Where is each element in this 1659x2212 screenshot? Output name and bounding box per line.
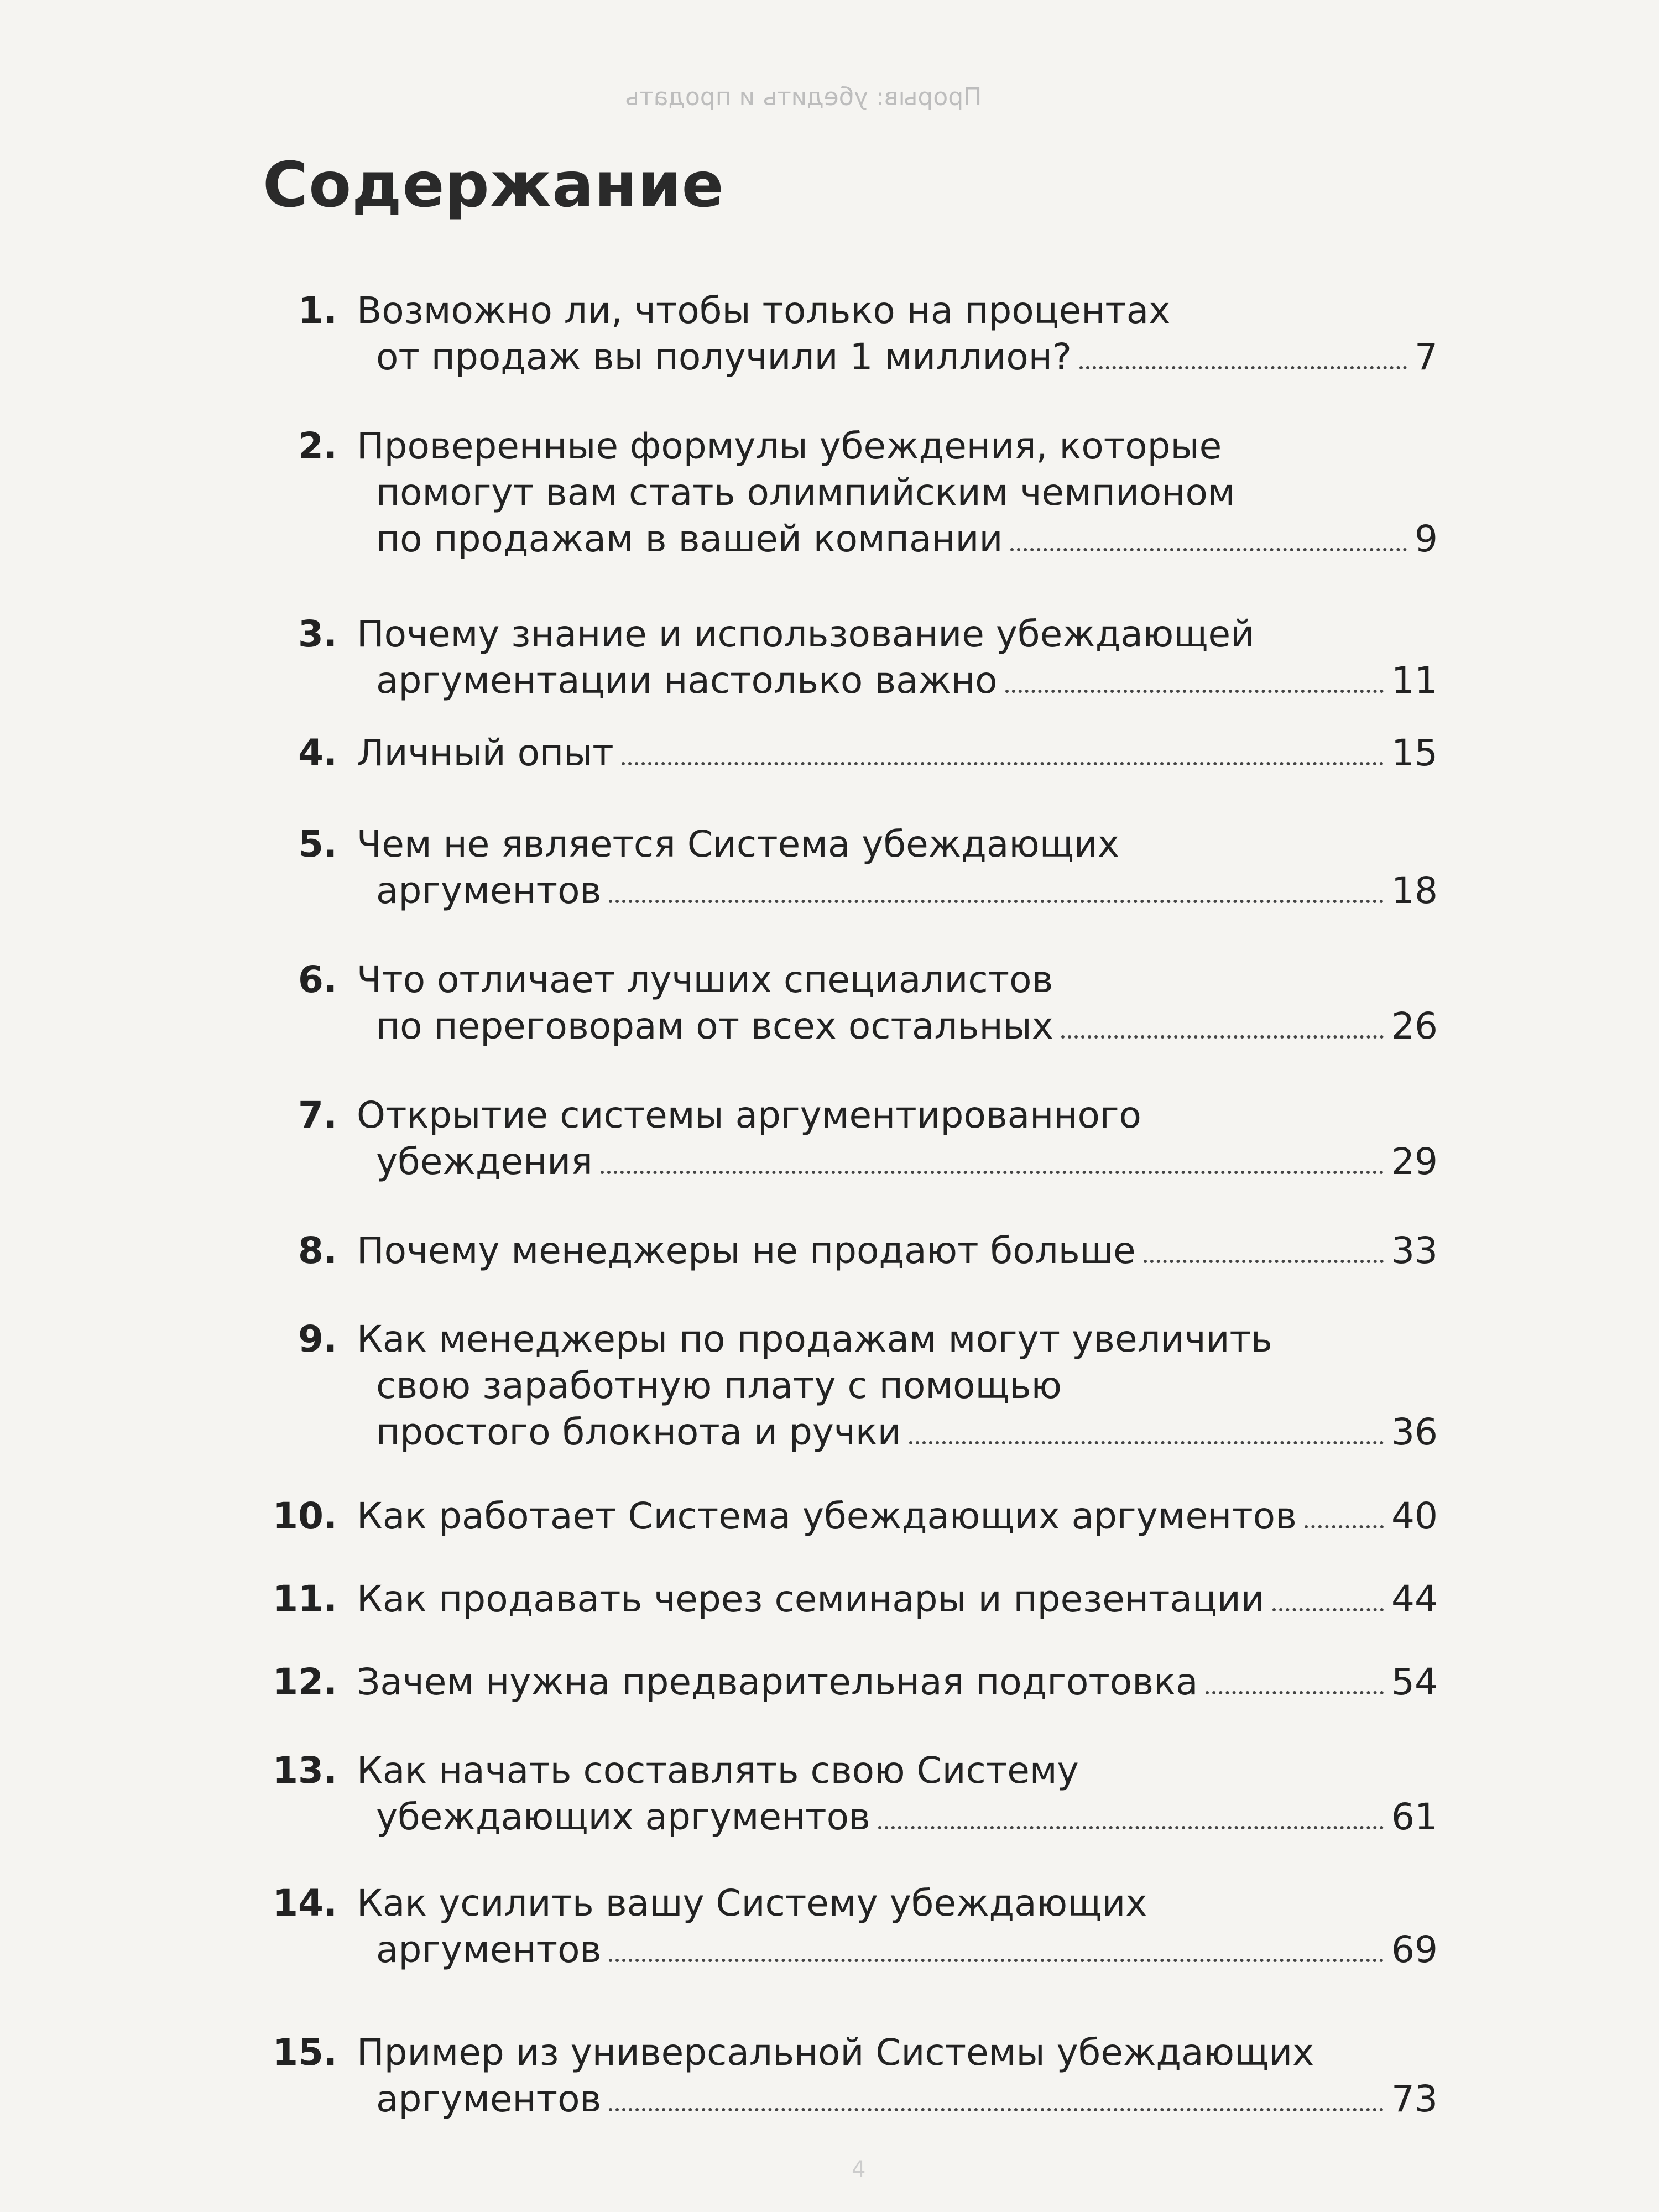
dot-leader xyxy=(609,1958,1384,1962)
toc-entry-line: по продажам в вашей компании xyxy=(376,518,1003,560)
dot-leader xyxy=(1272,1608,1384,1611)
toc-entry-page-number: 26 xyxy=(1391,1005,1438,1047)
toc-entry-line: Как продавать через семинары и презентации xyxy=(357,1578,1265,1620)
toc-entry-line: аргументов xyxy=(376,2078,602,2120)
show-through-text xyxy=(1161,210,1172,251)
toc-entry-line: Почему менеджеры не продают больше xyxy=(357,1229,1136,1272)
toc-entry-text xyxy=(357,1092,1438,1185)
toc-entry-text xyxy=(357,1576,1438,1623)
dot-leader xyxy=(909,1441,1384,1444)
toc-entry-line: Проверенные формулы убеждения, которые xyxy=(357,425,1222,467)
toc-entry-page-number: 73 xyxy=(1391,2078,1438,2120)
toc-entry-line: убеждающих аргументов xyxy=(376,1796,870,1838)
toc-entry-page-number: 69 xyxy=(1391,1928,1438,1971)
toc-entry-page-number: 11 xyxy=(1391,659,1438,702)
toc-entry-line: Открытие системы аргументированного xyxy=(357,1094,1141,1136)
toc-entry-text xyxy=(357,1493,1438,1540)
toc-entry-number: 5. xyxy=(298,823,337,865)
toc-entry-text xyxy=(357,1747,1438,1840)
toc-entry-line: Почему знание и использование убеждающей xyxy=(357,613,1254,655)
toc-entry-text xyxy=(357,611,1438,704)
toc-entry-number: 6. xyxy=(298,958,337,1001)
toc-entry-text xyxy=(357,288,1438,380)
toc-entry-page-number: 54 xyxy=(1391,1661,1438,1703)
dot-leader xyxy=(1010,547,1407,551)
dot-leader xyxy=(1206,1691,1384,1694)
toc-entry-line: Зачем нужна предварительная подготовка xyxy=(357,1661,1198,1703)
dot-leader xyxy=(1005,689,1384,693)
toc-entry-line: свою заработную плату с помощью xyxy=(376,1364,1062,1407)
toc-entry-number: 7. xyxy=(298,1094,337,1136)
toc-entry-page-number: 33 xyxy=(1391,1229,1438,1272)
dot-leader xyxy=(622,761,1384,765)
dot-leader xyxy=(601,1170,1384,1174)
toc-entry-page-number: 29 xyxy=(1391,1140,1438,1183)
toc-entry-number: 8. xyxy=(298,1229,337,1272)
page-title: Содержание xyxy=(263,149,724,221)
toc-entry-line: помогут вам стать олимпийским чемпионом xyxy=(376,471,1235,514)
toc-entry-page-number: 36 xyxy=(1391,1411,1438,1453)
toc-entry-line: Как менеджеры по продажам могут увеличить xyxy=(357,1318,1272,1360)
dot-leader xyxy=(1305,1525,1384,1528)
show-through-running-head: Прорыв: убедить и продать xyxy=(625,83,982,111)
toc-entry-text xyxy=(357,423,1438,562)
toc-entry-number: 13. xyxy=(273,1749,337,1792)
toc-entry-number: 11. xyxy=(273,1578,337,1620)
dot-leader xyxy=(878,1825,1384,1829)
toc-entry-text xyxy=(357,1316,1438,1455)
toc-entry-page-number: 9 xyxy=(1415,518,1438,560)
toc-entry-text xyxy=(357,957,1438,1050)
dot-leader xyxy=(609,2107,1384,2111)
toc-entry-line: Как усилить вашу Систему убеждающих xyxy=(357,1882,1147,1924)
toc-entry-text xyxy=(357,2030,1438,2122)
toc-entry-number: 10. xyxy=(273,1495,337,1537)
toc-entry-line: аргументов xyxy=(376,1928,602,1971)
toc-entry-text xyxy=(357,1880,1438,1973)
toc-entry-line: Личный опыт xyxy=(357,732,614,774)
toc-entry-line: Как работает Система убеждающих аргументов xyxy=(357,1495,1297,1537)
toc-entry-number: 2. xyxy=(298,425,337,467)
toc-entry-number: 15. xyxy=(273,2031,337,2074)
toc-entry-page-number: 18 xyxy=(1391,869,1438,912)
toc-entry-text xyxy=(357,1228,1438,1274)
toc-entry-text xyxy=(357,1659,1438,1705)
toc-entry-page-number: 15 xyxy=(1391,732,1438,774)
toc-entry-number: 14. xyxy=(273,1882,337,1924)
toc-entry-line: Чем не является Система убеждающих xyxy=(357,823,1119,865)
toc-entry-page-number: 7 xyxy=(1415,336,1438,378)
toc-entry-line: аргументов xyxy=(376,869,602,912)
toc-entry-line: Как начать составлять свою Систему xyxy=(357,1749,1079,1792)
dot-leader xyxy=(609,899,1384,903)
toc-entry-number: 1. xyxy=(298,289,337,332)
toc-entry-line: по переговорам от всех остальных xyxy=(376,1005,1053,1047)
toc-entry-number: 12. xyxy=(273,1661,337,1703)
toc-entry-number: 3. xyxy=(298,613,337,655)
dot-leader xyxy=(1144,1259,1384,1263)
toc-entry-number: 9. xyxy=(298,1318,337,1360)
dot-leader xyxy=(1061,1035,1384,1039)
toc-entry-text xyxy=(357,821,1438,914)
toc-entry-line: простого блокнота и ручки xyxy=(376,1411,901,1453)
toc-entry-line: Пример из универсальной Системы убеждающих xyxy=(357,2031,1314,2074)
toc-entry-page-number: 40 xyxy=(1391,1495,1438,1537)
toc-entry-line: убеждения xyxy=(376,1140,593,1183)
toc-entry-line: Возможно ли, чтобы только на процентах xyxy=(357,289,1171,332)
toc-entry-line: Что отличает лучших специалистов xyxy=(357,958,1053,1001)
toc-entry-number: 4. xyxy=(298,732,337,774)
toc-entry-page-number: 44 xyxy=(1391,1578,1438,1620)
toc-entry-page-number: 61 xyxy=(1391,1796,1438,1838)
dot-leader xyxy=(1079,366,1407,369)
toc-entry-line: аргументации настолько важно xyxy=(376,659,998,702)
toc-entry-text xyxy=(357,730,1438,776)
page-folio: 4 xyxy=(852,2157,866,2182)
toc-entry-line: от продаж вы получили 1 миллион? xyxy=(376,336,1072,378)
